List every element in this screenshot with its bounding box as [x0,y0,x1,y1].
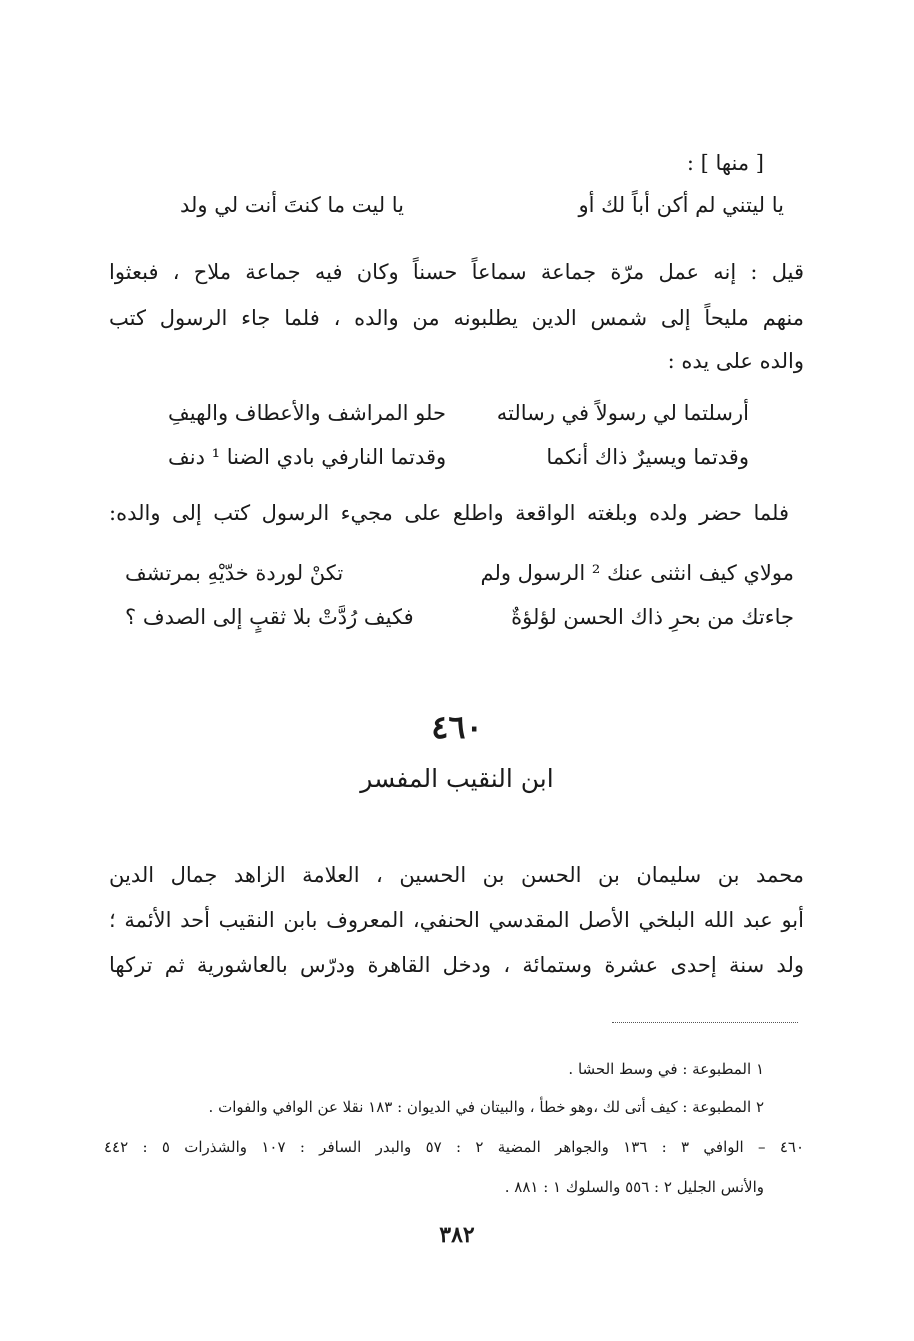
poem2-second-hemistich: وقدتما النارفي بادي الضنا ¹ دنف [168,445,447,469]
poem3-second-hemistich: فكيف رُدَّتْ بلا ثقبٍ إلى الصدف ؟ [125,605,414,629]
poem2-second-hemistich: حلو المراشف والأعطاف والهيفِ [168,401,446,425]
footnote: ١ المطبوعة : في وسط الحشا . [568,1060,764,1078]
poem1-second-hemistich: يا ليت ما كنتَ أنت لي ولد [180,193,405,217]
poem1-first-hemistich: يا ليتني لم أكن أباً لك أو [578,193,784,217]
footnote: ٤٦٠ – الوافي ٣ : ١٣٦ والجواهر المضية ٢ : ٥٧ والبدر السافر : ١٠٧ والشذرات ٥ : ٤٤٢ [104,1138,805,1156]
para3-line: ولد سنة إحدى عشرة وستمائة ، ودخل القاهرة ودرّس بالعاشورية ثم تركها [109,953,804,977]
footnote: والأنس الجليل ٢ : ٥٥٦ والسلوك ١ : ٨٨١ . [504,1178,764,1196]
poem2-first-hemistich: أرسلتما لي رسولاً في رسالته [496,401,749,425]
para3-line: محمد بن سليمان بن الحسن بن الحسين ، العلامة الزاهد جمال الدين [109,863,804,887]
para1-line: والده على يده : [667,349,804,373]
page-number: ٣٨٢ [439,1222,475,1248]
entry-title: ابن النقيب المفسر [360,764,554,793]
para1-line: قيل : إنه عمل مرّة جماعة سماعاً حسناً وكان فيه جماعة ملاح ، فبعثوا [109,260,804,284]
poem2-first-hemistich: وقدتما ويسيرٌ ذاك أنكما [546,445,749,469]
intro-line: [ منها ] : [686,151,764,175]
para1-line: منهم مليحاً إلى شمس الدين يطلبونه من والده ، فلما جاء الرسول كتب [109,306,804,330]
poem3-second-hemistich: تكنْ لوردة خدّيْهِ بمرتشف [125,561,344,585]
footnote: ٢ المطبوعة : كيف أتى لك ،وهو خطأ ، والبيتان في الديوان : ١٨٣ نقلا عن الوافي والفوات . [208,1098,764,1116]
poem3-first-hemistich: مولاي كيف انثنى عنك ² الرسول ولم [480,561,794,585]
para2-line: فلما حضر ولده وبلغته الواقعة واطلع على مجيء الرسول كتب إلى والده: [109,501,789,525]
entry-number: ٤٦٠ [431,708,483,746]
para3-line: أبو عبد الله البلخي الأصل المقدسي الحنفي، المعروف بابن النقيب أحد الأئمة ؛ [109,908,804,932]
poem3-first-hemistich: جاءتك من بحرِ ذاك الحسن لؤلؤةٌ [511,605,794,629]
footnote-separator [612,1022,798,1023]
